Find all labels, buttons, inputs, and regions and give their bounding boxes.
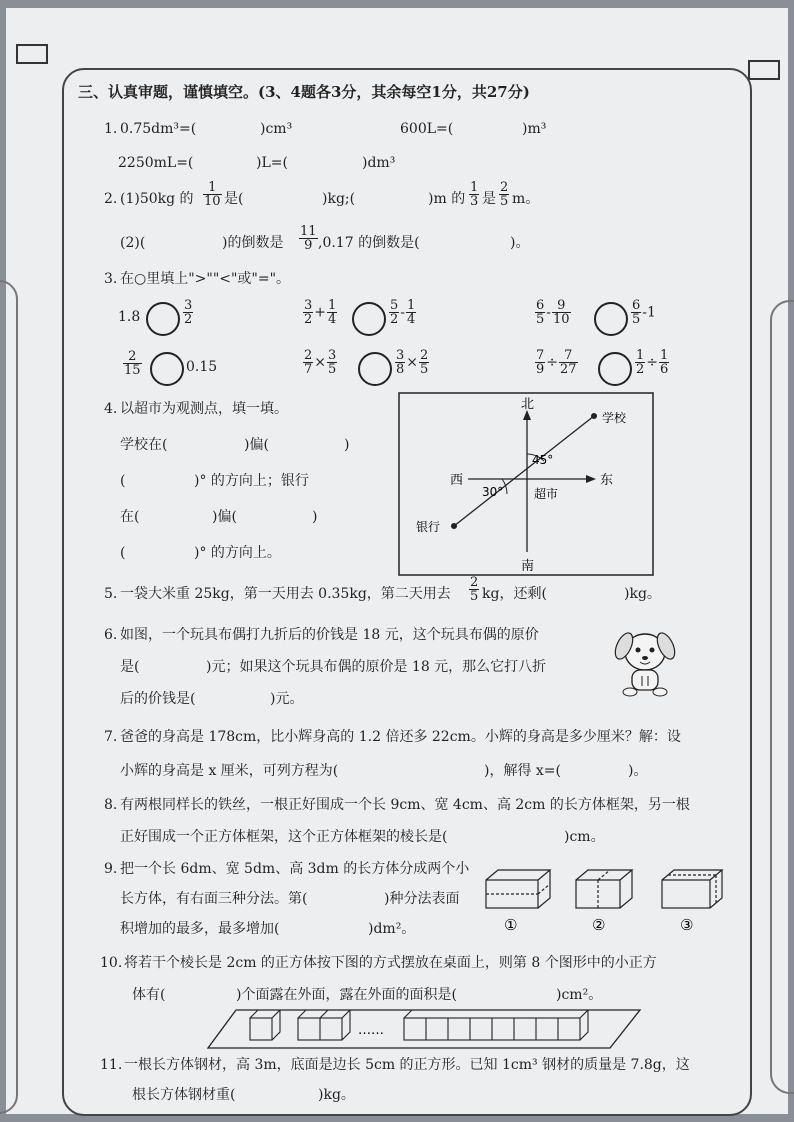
q1-b-right: )m³ — [522, 121, 547, 137]
q4-l1c: ) — [344, 437, 350, 453]
q1-b-left: 600L=( — [400, 121, 454, 137]
q4-l4a: ( — [120, 545, 126, 561]
q6-l2b: )元；如果这个玩具布偶的原价是 18 元，那么它打八折 — [206, 659, 547, 675]
q6-l2a: 是( — [120, 659, 140, 675]
fraction-2-15: $\frac{2}{15}$ — [124, 349, 141, 378]
figure-label-3: ③ — [680, 916, 694, 934]
q5-number: 5. — [104, 586, 118, 602]
cube-group-8 — [404, 1010, 588, 1040]
q5-a: 一袋大米重 25kg，第一天用去 0.35kg，第二天用去 — [120, 586, 451, 602]
q6-l3a: 后的价钱是( — [120, 691, 196, 707]
q2-p1-a: (1)50kg 的 — [120, 191, 194, 207]
q5-c: )kg。 — [624, 586, 661, 602]
map-west: 西 — [450, 473, 464, 488]
fraction-2-5: $\frac{2}{5}$ — [470, 575, 479, 604]
fraction-1-10: $\frac{1}{10}$ — [204, 180, 221, 209]
compare-circle[interactable] — [598, 352, 632, 386]
figure-label-1: ① — [504, 916, 518, 934]
map-bank: 银行 — [416, 520, 441, 534]
map-angle-45: 45° — [532, 453, 554, 467]
q7-number: 7. — [104, 729, 118, 745]
q3-r2c-expr: $\frac{7}{9}$ ÷ $\frac{7}{27}$ — [536, 348, 577, 377]
cube-pattern-figure — [206, 1004, 642, 1050]
q4-l2b: )° 的方向上；银行 — [194, 473, 309, 489]
q8-l2a: 正好围成一个正方体框架，这个正方体框架的棱长是( — [120, 829, 448, 845]
corner-box-left — [16, 44, 48, 64]
q1-c-right: )dm³ — [362, 155, 396, 171]
cuboid-1 — [486, 870, 550, 908]
corner-box-right — [748, 60, 780, 80]
q2-p1-b: 是( — [224, 191, 244, 207]
q4-number: 4. — [104, 401, 118, 417]
q11-line1: 一根长方体钢材，高 3m，底面是边长 5cm 的正方形。已知 1cm³ 钢材的质量是 7.8g，这 — [124, 1057, 690, 1073]
q10-l2a: 体有( — [132, 987, 166, 1003]
ellipsis: …… — [358, 1023, 384, 1038]
compare-circle[interactable] — [594, 302, 628, 336]
q4-l3c: ) — [312, 509, 318, 525]
q4-l1a: 学校在( — [120, 437, 168, 453]
fraction-2-5: $\frac{2}{5}$ — [500, 180, 509, 209]
q5-b: kg，还剩( — [482, 586, 547, 602]
q2-p2-d: )。 — [510, 235, 530, 251]
q10-number: 10. — [100, 955, 123, 971]
toy-dog-icon — [612, 620, 678, 700]
q8-number: 8. — [104, 797, 118, 813]
q3-r1b-right: $\frac{5}{2}$ - $\frac{1}{4}$ — [390, 298, 416, 327]
q11-number: 11. — [100, 1057, 123, 1073]
fraction-1-3: $\frac{1}{3}$ — [470, 180, 479, 209]
q2-p1-c: )kg;( — [322, 191, 356, 207]
q1-a-left: 0.75dm³=( — [120, 121, 197, 137]
map-angle-30: 30° — [482, 485, 504, 499]
q2-number: 2. — [104, 191, 118, 207]
q6-line1: 如图，一个玩具布偶打九折后的价钱是 18 元，这个玩具布偶的原价 — [120, 627, 539, 643]
q2-p1-f: m。 — [512, 191, 540, 207]
q3-r1c-right: $\frac{6}{5}$ -1 — [632, 298, 656, 327]
q3-r2a-right: 0.15 — [186, 359, 218, 375]
compare-circle[interactable] — [146, 302, 180, 336]
q9-line1: 把一个长 6dm、宽 5dm、高 3dm 的长方体分成两个小 — [120, 861, 470, 877]
cuboid-2 — [576, 870, 632, 908]
q10-l2c: )cm²。 — [556, 987, 603, 1003]
q7-l2c: )。 — [628, 763, 648, 779]
q1-a-right: )cm³ — [260, 121, 293, 137]
q10-l2b: )个面露在外面，露在外面的面积是( — [236, 987, 457, 1003]
q2-p2-c: ,0.17 的倒数是( — [318, 235, 420, 251]
map-center: 超市 — [534, 487, 559, 501]
q10-line1: 将若干个棱长是 2cm 的正方体按下图的方式摆放在桌面上，则第 8 个图形中的小正方 — [124, 955, 657, 971]
map-east: 东 — [600, 473, 614, 488]
q3-r2b-expr: $\frac{2}{7}$ × $\frac{3}{5}$ — [304, 348, 337, 377]
q7-line1: 爸爸的身高是 178cm，比小辉身高的 1.2 倍还多 22cm。小辉的身高是多少厘米？解：设 — [120, 729, 681, 745]
q3-number: 3. — [104, 271, 118, 287]
q8-line1: 有两根同样长的铁丝，一根正好围成一个长 9cm、宽 4cm、高 2cm 的长方体框架，另一根 — [120, 797, 690, 813]
cube-group-2 — [298, 1010, 350, 1040]
q3-r2c-right: $\frac{1}{2}$ ÷ $\frac{1}{6}$ — [636, 348, 669, 377]
q8-l2b: )cm。 — [564, 829, 605, 845]
q3-r1c-expr: $\frac{6}{5}$ - $\frac{9}{10}$ — [536, 298, 570, 327]
cuboid-3 — [662, 870, 722, 908]
school-point — [591, 413, 597, 419]
map-north: 北 — [521, 397, 535, 412]
q2-p1-e: 是 — [482, 191, 496, 207]
q9-number: 9. — [104, 861, 118, 877]
q7-l2a: 小辉的身高是 x 厘米，可列方程为( — [120, 763, 339, 779]
figure-label-2: ② — [592, 916, 606, 934]
q9-l3b: )dm²。 — [368, 921, 416, 937]
q1-number: 1. — [104, 121, 118, 137]
right-margin-arc — [770, 300, 794, 1094]
map-school: 学校 — [602, 411, 627, 425]
q6-number: 6. — [104, 627, 118, 643]
q7-l2b: )，解得 x=( — [484, 763, 561, 779]
q6-l3b: )元。 — [270, 691, 304, 707]
q11-l2b: )kg。 — [318, 1087, 355, 1103]
compare-circle[interactable] — [150, 352, 184, 386]
left-margin-arc — [0, 280, 18, 1114]
q4-l3a: 在( — [120, 509, 140, 525]
q4-title: 以超市为观测点，填一填。 — [120, 401, 288, 417]
q4-l1b: )偏( — [244, 437, 269, 453]
q11-l2a: 根长方体钢材重( — [132, 1087, 236, 1103]
q3-r2b-right: $\frac{3}{8}$ × $\frac{2}{5}$ — [396, 348, 429, 377]
q9-l2a: 长方体，有右面三种分法。第( — [120, 891, 308, 907]
q4-l4b: )° 的方向上。 — [194, 545, 281, 561]
q9-l2b: )种分法表面 — [384, 891, 460, 907]
cuboid-division-figures — [484, 866, 730, 936]
map-south: 南 — [521, 559, 535, 574]
fraction-11-9: $\frac{11}{9}$ — [300, 224, 317, 253]
q3-instruction: 在○里填上">""<"或"="。 — [120, 271, 291, 287]
compare-circle[interactable] — [358, 352, 392, 386]
q2-p1-d: )m 的 — [428, 191, 466, 207]
bank-point — [451, 523, 457, 529]
q9-l3a: 积增加的最多，最多增加( — [120, 921, 280, 937]
q3-r1b-expr: $\frac{3}{2}$ + $\frac{1}{4}$ — [304, 298, 337, 327]
q2-p2-a: (2)( — [120, 235, 146, 251]
q1-c-left: 2250mL=( — [118, 155, 194, 171]
compare-circle[interactable] — [352, 302, 386, 336]
q4-l3b: )偏( — [212, 509, 237, 525]
q4-l2a: ( — [120, 473, 126, 489]
cube-group-1 — [250, 1010, 280, 1040]
direction-map — [398, 392, 654, 576]
q1-c-mid: )L=( — [256, 155, 288, 171]
q3-r1a-left: 1.8 — [118, 309, 141, 325]
q2-p2-b: )的倒数是 — [222, 235, 284, 251]
section-header: 三、认真审题，谨慎填空。(3、4题各3分，其余每空1分，共27分) — [78, 83, 530, 101]
fraction-3-2: $\frac{3}{2}$ — [184, 298, 193, 327]
